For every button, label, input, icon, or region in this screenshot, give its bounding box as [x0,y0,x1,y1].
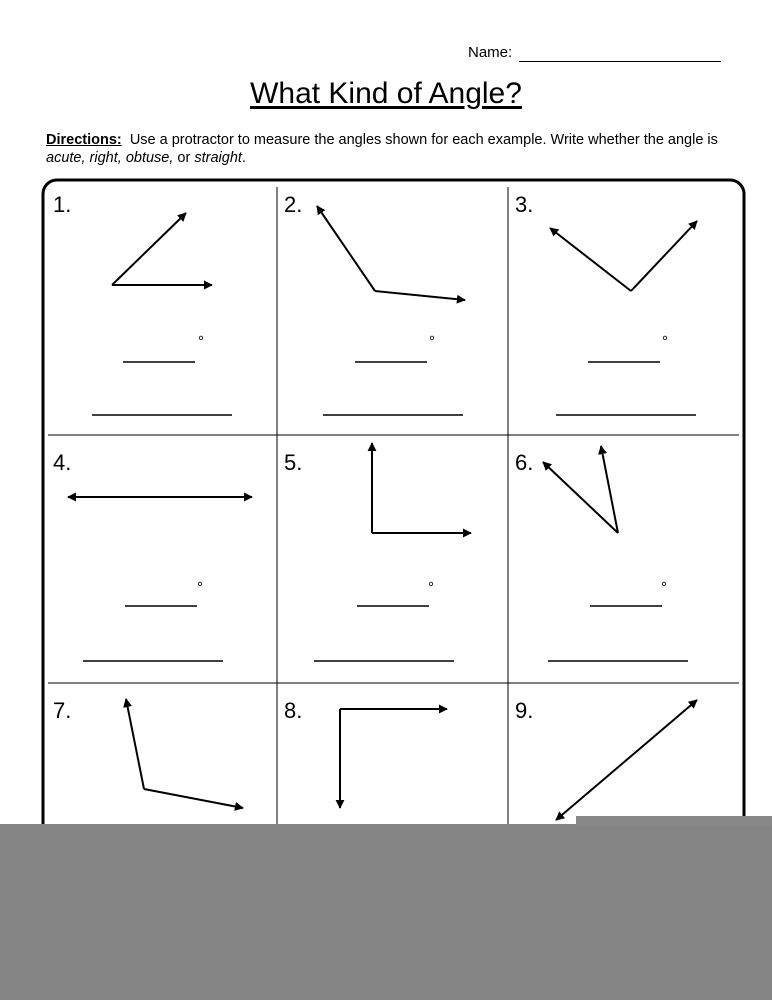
option-right: right, [89,150,122,166]
option-obtuse: obtuse, [125,150,174,166]
degree-symbol: ° [661,579,667,596]
problem-number: 1. [53,192,72,217]
problem-number: 4. [53,450,72,475]
name-label: Name: [468,44,513,61]
problem-number: 3. [515,192,534,217]
directions-end: . [241,150,246,166]
angle-figure-6 [543,446,618,533]
option-acute: acute, [46,150,86,166]
problem-number: 5. [284,450,303,475]
problem-number: 2. [284,192,303,217]
directions-or: or [177,150,191,166]
angle-figure-8 [340,709,447,808]
option-straight: straight [194,150,242,166]
angle-figure-3 [550,221,697,291]
angle-figure-1 [112,213,212,285]
problem-number: 9. [515,698,534,723]
degree-symbol: ° [662,333,668,350]
directions-body: Use a protractor to measure the angles shown for each example. Write whether the angle is [129,132,718,148]
angle-figure-5 [372,443,471,533]
directions-label: Directions: [46,132,122,148]
worksheet-title: What Kind of Angle? [250,77,522,110]
problem-number: 7. [53,698,72,723]
degree-symbol: ° [197,579,203,596]
angle-figure-9 [556,700,697,820]
degree-symbol: ° [428,579,434,596]
gray-overlay [0,824,772,1000]
problem-number: 8. [284,698,303,723]
problem-number: 6. [515,450,534,475]
answer-lines [83,362,696,661]
degree-symbol: ° [198,333,204,350]
gray-overlay-tab [576,816,772,826]
degree-symbol: ° [429,333,435,350]
angle-figure-2 [317,206,465,300]
angle-figure-7 [126,699,243,808]
